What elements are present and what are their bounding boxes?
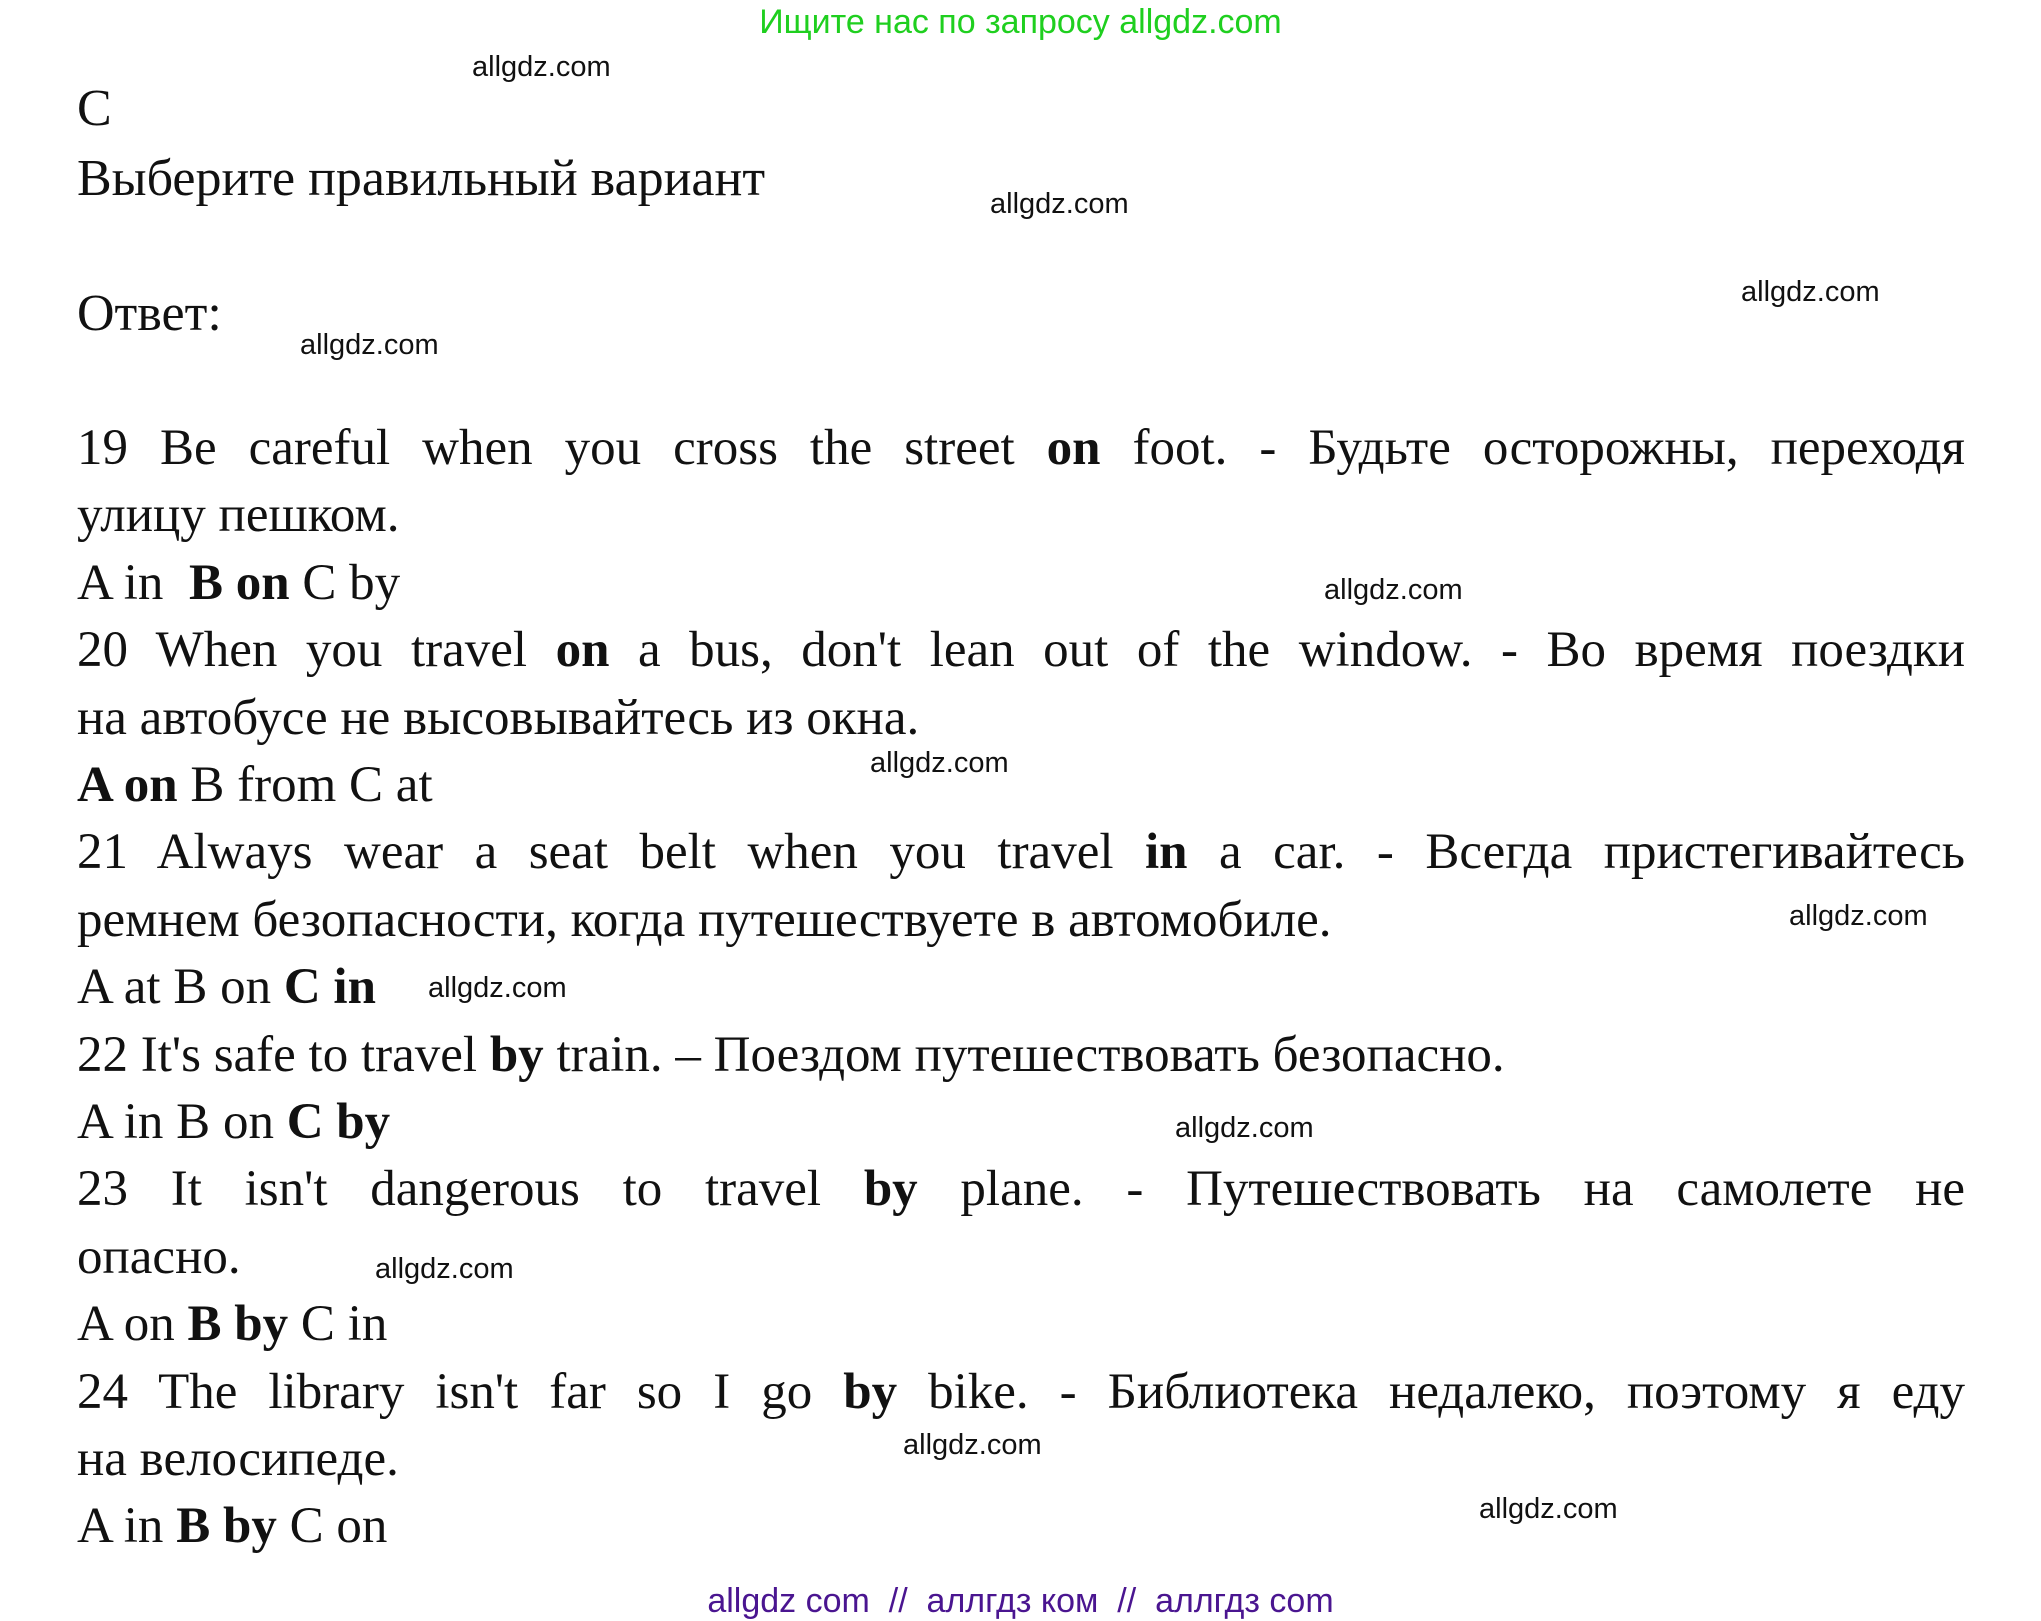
- text-segment: A in: [77, 554, 189, 611]
- instruction: Выберите правильный вариант: [77, 150, 766, 207]
- text-line: [77, 954, 1965, 1021]
- text-line: [77, 1291, 1965, 1358]
- text-segment: a car. - Всегда пристегивайтесь: [1187, 824, 1965, 881]
- watermark: allgdz.com: [1175, 1112, 1314, 1144]
- correct-answer: C in: [283, 959, 376, 1016]
- text-segment: ремнем безопасности, когда путешествуете в автомобиле.: [77, 891, 1332, 948]
- text-segment: A in: [77, 1498, 177, 1555]
- text-line: [77, 1022, 1965, 1089]
- text-line: [77, 617, 1965, 684]
- correct-answer: in: [1145, 824, 1188, 881]
- text-segment: bike. - Библиотека недалеко, поэтому я еду: [897, 1363, 1965, 1420]
- text-line: [77, 887, 1965, 954]
- answer-label: Ответ:: [77, 285, 222, 342]
- watermark: allgdz.com: [428, 972, 567, 1004]
- text-line: [77, 482, 1965, 549]
- text-line: [77, 685, 1965, 752]
- text-segment: A on: [77, 1296, 188, 1353]
- correct-answer: by: [863, 1161, 918, 1218]
- correct-answer: C by: [286, 1094, 391, 1150]
- text-line: [77, 1493, 1965, 1560]
- text-segment: plane. - Путешествовать на самолете не: [917, 1161, 1965, 1218]
- text-segment: улицу пешком.: [77, 487, 400, 544]
- section-letter: C: [77, 80, 112, 137]
- text-segment: C in: [288, 1296, 388, 1353]
- text-segment: 22 It's safe to travel: [77, 1026, 490, 1083]
- watermark: allgdz.com: [903, 1429, 1042, 1461]
- text-line: [77, 752, 1965, 819]
- text-segment: A in B on: [77, 1094, 287, 1150]
- text-line: [77, 1156, 1965, 1223]
- correct-answer: B on: [188, 554, 290, 611]
- watermark: allgdz.com: [1324, 574, 1463, 606]
- correct-answer: B by: [176, 1498, 277, 1555]
- text-segment: A at B on: [77, 959, 284, 1016]
- text-line: [77, 1089, 1965, 1156]
- watermark: allgdz.com: [870, 747, 1009, 779]
- correct-answer: on: [1046, 420, 1101, 476]
- text-segment: C by: [289, 554, 401, 611]
- watermark: allgdz.com: [472, 51, 611, 83]
- text-segment: 20 When you travel: [77, 622, 556, 679]
- watermark: allgdz.com: [1479, 1493, 1618, 1525]
- text-line: [77, 1359, 1965, 1426]
- text-line: [77, 550, 1965, 617]
- text-line: [77, 1224, 1965, 1291]
- text-line: [77, 819, 1965, 886]
- footer-watermark: allgdz com // аллгдз ком // аллгдз com: [707, 1582, 1334, 1620]
- correct-answer: on: [555, 622, 610, 679]
- text-segment: B from C at: [177, 757, 433, 813]
- text-segment: train. – Поездом путешествовать безопасно.: [543, 1026, 1505, 1083]
- text-segment: a bus, don't lean out of the window. - Во время поездки: [609, 622, 1965, 679]
- correct-answer: B by: [187, 1296, 289, 1353]
- text-line: [77, 415, 1965, 482]
- correct-answer: A on: [77, 757, 178, 813]
- text-segment: C on: [276, 1498, 388, 1555]
- text-segment: на велосипеде.: [77, 1431, 399, 1487]
- watermark: allgdz.com: [990, 188, 1129, 220]
- text-segment: foot. - Будьте осторожны, переходя: [1100, 420, 1965, 476]
- text-segment: 19 Be careful when you cross the street: [77, 420, 1047, 476]
- watermark: allgdz.com: [1741, 276, 1880, 308]
- text-segment: 24 The library isn't far so I go: [77, 1363, 844, 1420]
- watermark: allgdz.com: [300, 329, 439, 361]
- promo-header: Ищите нас по запросу allgdz.com: [759, 3, 1282, 41]
- watermark: allgdz.com: [1789, 900, 1928, 932]
- watermark: allgdz.com: [375, 1253, 514, 1285]
- text-segment: опасно.: [77, 1228, 241, 1285]
- text-segment: 21 Always wear a seat belt when you travel: [77, 824, 1145, 881]
- correct-answer: by: [843, 1363, 898, 1420]
- correct-answer: by: [489, 1026, 544, 1083]
- text-segment: на автобусе не высовывайтесь из окна.: [77, 689, 920, 746]
- text-segment: 23 It isn't dangerous to travel: [77, 1161, 864, 1218]
